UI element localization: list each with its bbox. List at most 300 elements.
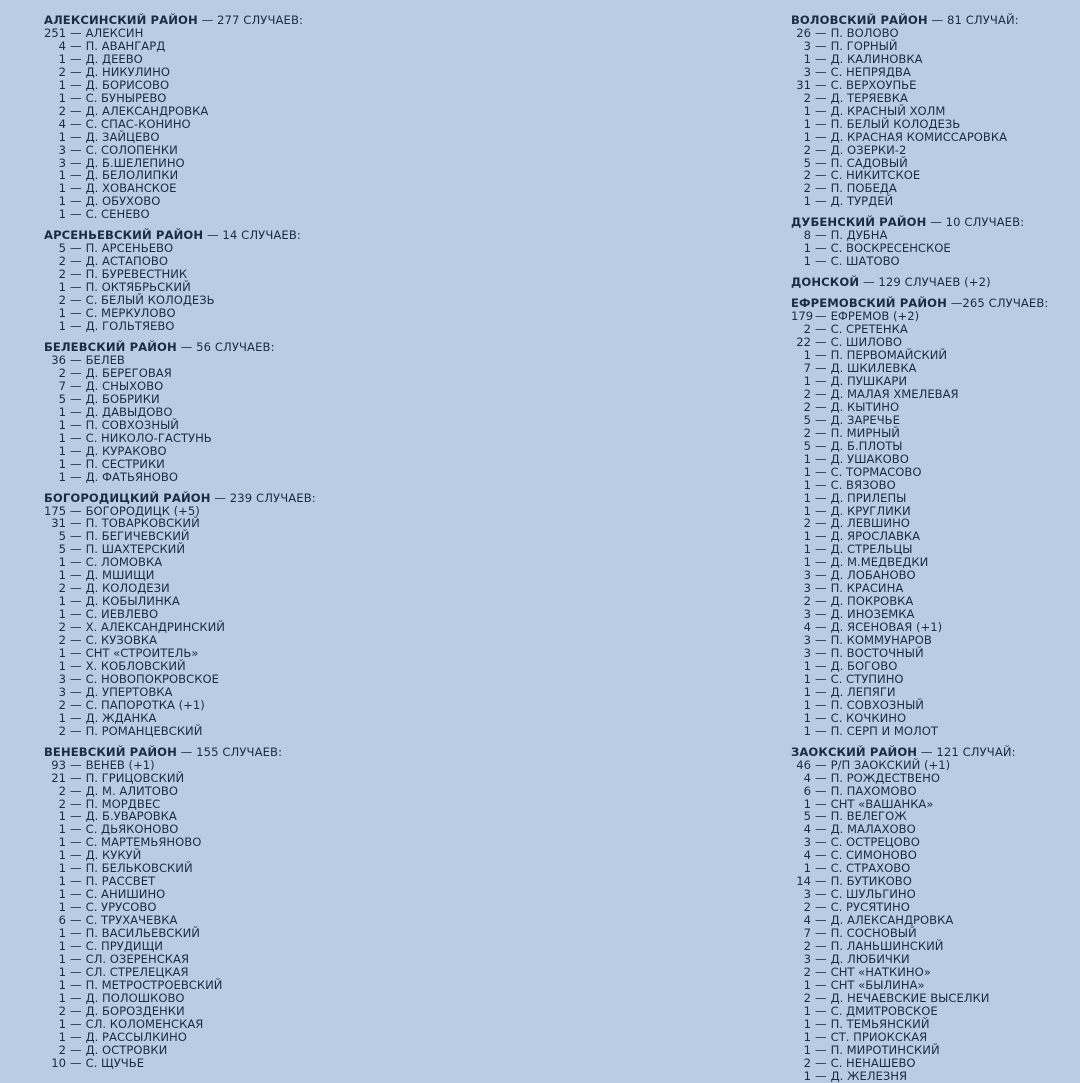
settlement-count: 1 <box>58 77 66 92</box>
settlement-name: Д. АЛЕКСАНДРОВКА <box>830 913 954 928</box>
settlement-count: 1 <box>58 710 66 725</box>
dash-separator: — <box>70 809 82 824</box>
settlement-count: 2 <box>58 64 66 79</box>
settlement-count: 26 <box>796 26 811 40</box>
settlement-count: 251 <box>44 26 67 40</box>
settlement-count: 3 <box>803 645 811 660</box>
settlement-count: 1 <box>803 796 811 811</box>
settlement-name: Х. КОБЛОВСКИЙ <box>85 658 186 673</box>
settlement-name: Д. УШАКОВО <box>830 451 909 466</box>
settlement-name: Д. ЛОБАНОВО <box>830 568 916 583</box>
settlement-name: С. СРЕТЕНКА <box>830 322 908 337</box>
settlement-name: Д. ОЗЕРКИ-2 <box>830 142 907 157</box>
settlement-name: П. РАССВЕТ <box>85 874 156 889</box>
dash-separator: — <box>815 913 827 928</box>
settlement-row <box>44 660 484 673</box>
dash-separator: — <box>815 710 827 725</box>
settlement-name: П. ОКТЯБРЬСКИЙ <box>85 280 191 295</box>
settlement-count: 3 <box>803 38 811 53</box>
settlement-name: П. МОРДВЕС <box>85 796 161 811</box>
dash-separator: — <box>70 723 82 738</box>
settlement-count: 2 <box>58 293 66 308</box>
settlement-count: 3 <box>58 684 66 699</box>
settlement-row <box>44 940 484 953</box>
settlement-name: П. КРАСИНА <box>830 581 904 596</box>
settlement-row <box>791 1018 1076 1031</box>
settlement-count: 1 <box>803 697 811 712</box>
settlement-row <box>791 53 1076 66</box>
dash-separator: — <box>815 796 827 811</box>
dash-separator: — <box>815 503 827 518</box>
dash-separator: — <box>70 417 82 432</box>
settlement-name: П. ДУБНА <box>830 228 888 243</box>
dash-separator: — <box>815 1029 827 1044</box>
settlement-count: 1 <box>803 241 811 256</box>
settlement-row <box>791 772 1076 785</box>
dash-separator: — <box>815 542 827 557</box>
settlement-row <box>791 66 1076 79</box>
settlement-count: 1 <box>58 990 66 1005</box>
settlement-name: Д. ЖЕЛЕЗНЯ <box>830 1068 908 1083</box>
settlement-name: БЕЛЕВ <box>85 352 125 367</box>
dash-separator: — <box>70 142 82 157</box>
dash-separator: — <box>70 964 82 979</box>
settlement-count: 1 <box>803 129 811 144</box>
settlement-row <box>791 92 1076 105</box>
district-name: БОГОРОДИЦКИЙ РАЙОН <box>44 490 211 505</box>
settlement-row <box>44 1031 484 1044</box>
settlement-count: 1 <box>803 348 811 363</box>
dash-separator: — <box>70 1029 82 1044</box>
dash-separator: — <box>815 1068 827 1083</box>
settlement-count: 1 <box>58 645 66 660</box>
settlement-count: 1 <box>58 443 66 458</box>
settlement-count: 1 <box>58 900 66 915</box>
dash-separator: — <box>70 1016 82 1031</box>
settlement-count: 2 <box>803 990 811 1005</box>
settlement-count: 1 <box>58 926 66 941</box>
dash-separator: — <box>815 181 827 196</box>
dash-separator: — <box>815 361 827 376</box>
dash-separator: — <box>70 796 82 811</box>
settlement-name: ВЕНЕВ (+1) <box>85 757 155 772</box>
settlement-row <box>44 367 484 380</box>
dash-separator: — <box>70 469 82 484</box>
district-name: ЕФРЕМОВСКИЙ РАЙОН <box>791 296 947 311</box>
settlement-name: Р/П ЗАОКСКИЙ (+1) <box>830 757 951 772</box>
settlement-name: С. ДЬЯКОНОВО <box>85 822 179 837</box>
dash-separator: — <box>815 51 827 66</box>
settlement-count: 3 <box>803 887 811 902</box>
dash-separator: — <box>70 181 82 196</box>
district-name: ЗАОКСКИЙ РАЙОН <box>791 744 918 759</box>
settlement-count: 2 <box>803 90 811 105</box>
district-name: АЛЕКСИНСКИЙ РАЙОН <box>44 13 198 27</box>
settlement-name: П. СОВХОЗНЫЙ <box>830 697 924 712</box>
dash-separator: — <box>815 194 827 209</box>
settlement-name: С. РУСЯТИНО <box>830 900 910 915</box>
settlement-name: П. КОММУНАРОВ <box>830 633 932 648</box>
settlement-count: 1 <box>58 404 66 419</box>
settlement-count: 1 <box>58 1029 66 1044</box>
settlement-count: 2 <box>803 181 811 196</box>
dash-separator: — <box>815 90 827 105</box>
settlement-count: 1 <box>58 658 66 673</box>
settlement-row <box>44 118 484 131</box>
settlement-name: СЛ. ОЗЕРЕНСКАЯ <box>85 951 190 966</box>
dash-separator: — <box>815 26 827 40</box>
settlement-count: 31 <box>51 516 66 531</box>
dash-separator: — <box>815 964 827 979</box>
settlement-row <box>44 320 484 333</box>
dash-separator: — <box>70 155 82 170</box>
settlement-name: Д. НЕЧАЕВСКИЕ ВЫСЕЛКИ <box>830 990 990 1005</box>
settlement-name: П. ВОЛОВО <box>830 26 899 40</box>
settlement-row <box>44 712 484 725</box>
settlement-name: П. СЕСТРИКИ <box>85 456 165 471</box>
settlement-name: П. СОСНОВЫЙ <box>830 926 917 941</box>
dash-separator: — <box>815 129 827 144</box>
settlement-count: 1 <box>803 529 811 544</box>
settlement-count: 1 <box>58 306 66 321</box>
settlement-row <box>44 92 484 105</box>
dash-separator: — <box>815 633 827 648</box>
district-title <box>791 276 1076 289</box>
dash-separator: — <box>70 404 82 419</box>
settlement-count: 1 <box>58 168 66 183</box>
settlement-row <box>791 466 1076 479</box>
dash-separator: — <box>70 926 82 941</box>
settlement-name: С. ШАТОВО <box>830 254 900 269</box>
dash-separator: — <box>70 168 82 183</box>
settlement-row <box>44 759 484 772</box>
settlement-count: 2 <box>58 365 66 380</box>
dash-separator: — <box>70 835 82 850</box>
settlement-count: 1 <box>803 542 811 557</box>
dash-separator: — <box>70 607 82 622</box>
dash-separator: — <box>70 116 82 131</box>
dash-separator: — <box>70 645 82 660</box>
settlement-name: П. СОВХОЗНЫЙ <box>85 417 179 432</box>
settlement-name: С. ОСТРЕЦОВО <box>830 835 920 850</box>
settlement-row <box>791 953 1076 966</box>
settlement-count: 1 <box>803 464 811 479</box>
settlement-count: 1 <box>58 822 66 837</box>
settlement-row <box>791 388 1076 401</box>
settlement-name: С. НИКОЛО-ГАСТУНЬ <box>85 430 212 445</box>
settlement-row <box>44 458 484 471</box>
settlement-count: 1 <box>803 1068 811 1083</box>
settlement-name: Д. ДАВЫДОВО <box>85 404 173 419</box>
settlement-name: Д. КУРАКОВО <box>85 443 167 458</box>
settlement-row <box>791 401 1076 414</box>
district-name: ДОНСКОЙ <box>791 275 860 290</box>
settlement-name: П. МИРОТИНСКИЙ <box>830 1042 940 1057</box>
settlement-count: 1 <box>58 430 66 445</box>
settlement-count: 1 <box>58 207 66 222</box>
settlement-name: Д. СНЫХОВО <box>85 378 164 393</box>
dash-separator: — <box>815 809 827 824</box>
settlement-row <box>44 966 484 979</box>
settlement-count: 175 <box>44 503 67 518</box>
settlement-row <box>791 1057 1076 1070</box>
dash-separator: — <box>815 228 827 243</box>
settlement-name: С. СОЛОПЕНКИ <box>85 142 178 157</box>
dash-separator: — <box>815 103 827 118</box>
dash-separator: — <box>815 835 827 850</box>
right-column <box>791 14 1076 1082</box>
dash-separator: — <box>70 887 82 902</box>
settlement-row <box>44 673 484 686</box>
settlement-name: П. ВЕЛЕГОЖ <box>830 809 907 824</box>
settlement-name: П. ВАСИЛЬЕВСКИЙ <box>85 926 200 941</box>
settlement-name: Д. МАЛАЯ ХМЕЛЕВАЯ <box>830 386 959 401</box>
settlement-count: 3 <box>803 64 811 79</box>
dash-separator: — <box>70 319 82 334</box>
dash-separator: — <box>70 103 82 118</box>
settlement-name: П. БЕЛЫЙ КОЛОДЕЗЬ <box>830 116 961 131</box>
settlement-count: 7 <box>58 378 66 393</box>
settlement-row <box>791 427 1076 440</box>
settlement-count: 93 <box>51 757 66 772</box>
settlement-name: П. РОЖДЕСТВЕНО <box>830 770 940 785</box>
settlement-count: 1 <box>58 977 66 992</box>
district-count: — 81 СЛУЧАЙ: <box>931 13 1019 27</box>
settlement-count: 2 <box>803 939 811 953</box>
settlement-row <box>791 453 1076 466</box>
settlement-name: С. СЕНЕВО <box>85 207 150 222</box>
settlement-count: 2 <box>803 516 811 531</box>
settlement-count: 2 <box>58 620 66 635</box>
dash-separator: — <box>70 129 82 144</box>
settlement-name: С. БЕЛЫЙ КОЛОДЕЗЬ <box>85 293 215 308</box>
dash-separator: — <box>815 1042 827 1057</box>
settlement-name: АЛЕКСИН <box>85 26 144 40</box>
settlement-name: Д. СТРЕЛЬЦЫ <box>830 542 913 557</box>
settlement-name: П. АРСЕНЬЕВО <box>85 241 174 256</box>
district-title <box>44 492 484 505</box>
settlement-row <box>44 105 484 118</box>
settlement-row <box>791 375 1076 388</box>
settlement-name: П. БУТИКОВО <box>830 874 912 889</box>
settlement-name: П. ПОБЕДА <box>830 181 897 196</box>
settlement-name: Д. МШИЩИ <box>85 568 155 583</box>
settlement-row <box>44 131 484 144</box>
settlement-count: 1 <box>58 568 66 583</box>
settlement-name: Д. КОБЫЛИНКА <box>85 594 180 609</box>
settlement-count: 3 <box>58 142 66 157</box>
settlement-name: СНТ «НАТКИНО» <box>830 964 931 979</box>
settlement-count: 1 <box>58 456 66 471</box>
dash-separator: — <box>815 38 827 53</box>
settlement-name: СЛ. СТРЕЛЕЦКАЯ <box>85 964 189 979</box>
settlement-name: Д. ТЕРЯЕВКА <box>830 90 908 105</box>
settlement-count: 1 <box>58 861 66 876</box>
settlement-count: 3 <box>803 607 811 622</box>
settlement-row <box>791 118 1076 131</box>
dash-separator: — <box>70 529 82 544</box>
settlement-name: Д. ЛЕВШИНО <box>830 516 910 531</box>
settlement-row <box>44 432 484 445</box>
settlement-count: 4 <box>803 913 811 928</box>
dash-separator: — <box>815 555 827 570</box>
dash-separator: — <box>70 757 82 772</box>
settlement-name: СЛ. КОЛОМЕНСКАЯ <box>85 1016 204 1031</box>
dash-separator: — <box>70 990 82 1005</box>
settlement-count: 1 <box>803 671 811 686</box>
settlement-count: 1 <box>58 51 66 66</box>
dash-separator: — <box>70 542 82 557</box>
settlement-row <box>791 647 1076 660</box>
settlement-row <box>44 144 484 157</box>
settlement-row <box>44 1057 484 1070</box>
dash-separator: — <box>70 1055 82 1070</box>
settlement-row <box>44 27 484 40</box>
dash-separator: — <box>815 783 827 798</box>
settlement-count: 1 <box>803 116 811 131</box>
dash-separator: — <box>815 887 827 902</box>
settlement-row <box>791 440 1076 453</box>
settlement-name: Д. М. АЛИТОВО <box>85 783 179 798</box>
settlement-count: 1 <box>58 280 66 295</box>
settlement-row <box>44 1044 484 1057</box>
dash-separator: — <box>815 516 827 531</box>
dash-separator: — <box>70 951 82 966</box>
dash-separator: — <box>70 1042 82 1057</box>
left-column <box>44 14 484 1070</box>
dash-separator: — <box>70 710 82 725</box>
dash-separator: — <box>70 1003 82 1018</box>
settlement-name: Д. АЛЕКСАНДРОВКА <box>85 103 209 118</box>
district-section <box>44 229 484 333</box>
settlement-name: СНТ «БЫЛИНА» <box>830 977 925 992</box>
settlement-name: С. ВОСКРЕСЕНСКОЕ <box>830 241 951 256</box>
settlement-count: 1 <box>803 194 811 209</box>
settlement-row <box>791 699 1076 712</box>
settlement-count: 2 <box>58 1003 66 1018</box>
settlement-name: П. БЕЛЬКОВСКИЙ <box>85 861 193 876</box>
settlement-count: 6 <box>58 913 66 928</box>
settlement-count: 1 <box>803 490 811 505</box>
settlement-count: 2 <box>58 697 66 712</box>
settlement-count: 1 <box>58 194 66 209</box>
dash-separator: — <box>815 322 827 337</box>
settlement-name: С. ЛОМОВКА <box>85 555 163 570</box>
settlement-name: С. СТУПИНО <box>830 671 904 686</box>
dash-separator: — <box>70 822 82 837</box>
settlement-count: 1 <box>58 417 66 432</box>
settlement-name: С. ВЕРХОУПЬЕ <box>830 77 917 92</box>
district-section <box>791 216 1076 268</box>
settlement-count: 2 <box>803 322 811 337</box>
dash-separator: — <box>815 464 827 479</box>
settlement-name: Д. НИКУЛИНО <box>85 64 170 79</box>
settlement-row <box>44 1018 484 1031</box>
settlement-count: 1 <box>803 555 811 570</box>
settlement-name: Д. ОСТРОВКИ <box>85 1042 168 1057</box>
district-title <box>791 746 1076 759</box>
dash-separator: — <box>70 516 82 531</box>
settlement-name: П. СЕРП И МОЛОТ <box>830 723 938 738</box>
settlement-count: 2 <box>58 103 66 118</box>
settlement-row <box>791 1044 1076 1057</box>
dash-separator: — <box>70 977 82 992</box>
settlement-name: Д. ЛЮБИЧКИ <box>830 951 910 966</box>
dash-separator: — <box>70 671 82 686</box>
settlement-row <box>44 380 484 393</box>
settlement-name: П. ГРИЦОВСКИЙ <box>85 770 185 785</box>
settlement-row <box>44 772 484 785</box>
settlement-name: Д. Б.ПЛОТЫ <box>830 438 903 453</box>
settlement-name: С. КУЗОВКА <box>85 633 158 648</box>
settlement-count: 1 <box>58 607 66 622</box>
district-section <box>44 341 484 484</box>
dash-separator: — <box>815 939 827 953</box>
settlement-name: Д. ПОЛОШКОВО <box>85 990 185 1005</box>
dash-separator: — <box>815 373 827 388</box>
dash-separator: — <box>70 697 82 712</box>
settlement-count: 1 <box>803 723 811 738</box>
settlement-name: П. АВАНГАРД <box>85 38 166 53</box>
settlement-name: Д. ЗАРЕЧЬЕ <box>830 412 900 427</box>
settlement-row <box>791 27 1076 40</box>
dash-separator: — <box>815 142 827 157</box>
dash-separator: — <box>815 241 827 256</box>
dash-separator: — <box>70 207 82 222</box>
settlement-name: БОГОРОДИЦК (+5) <box>85 503 200 518</box>
dash-separator: — <box>815 425 827 440</box>
settlement-count: 5 <box>803 438 811 453</box>
settlement-name: П. ТЕМЬЯНСКИЙ <box>830 1016 930 1031</box>
dash-separator: — <box>70 77 82 92</box>
settlement-count: 5 <box>58 241 66 256</box>
dash-separator: — <box>815 822 827 837</box>
settlement-name: Д. ДЕЕВО <box>85 51 143 66</box>
dash-separator: — <box>70 783 82 798</box>
settlement-name: С. ИЕВЛЕВО <box>85 607 159 622</box>
settlement-row <box>791 1005 1076 1018</box>
dash-separator: — <box>815 116 827 131</box>
district-section <box>791 297 1076 737</box>
settlement-row <box>791 785 1076 798</box>
settlement-count: 5 <box>803 155 811 170</box>
settlement-count: 2 <box>803 399 811 414</box>
settlement-row <box>791 1070 1076 1083</box>
dash-separator: — <box>815 309 827 324</box>
settlement-count: 2 <box>803 900 811 915</box>
district-count: — 155 СЛУЧАЕВ: <box>180 744 283 759</box>
settlement-count: 1 <box>803 1029 811 1044</box>
settlement-count: 2 <box>803 142 811 157</box>
settlement-count: 1 <box>803 1016 811 1031</box>
district-section <box>791 746 1076 1083</box>
district-section <box>44 746 484 1070</box>
dash-separator: — <box>70 194 82 209</box>
settlement-row <box>791 759 1076 772</box>
settlement-count: 3 <box>803 633 811 648</box>
dash-separator: — <box>815 412 827 427</box>
settlement-name: Д. БОРИСОВО <box>85 77 170 92</box>
settlement-name: Д. ЛЕПЯГИ <box>830 684 896 699</box>
settlement-count: 21 <box>51 770 66 785</box>
settlement-row <box>44 66 484 79</box>
district-section <box>791 14 1076 208</box>
settlement-count: 2 <box>58 783 66 798</box>
settlement-count: 2 <box>58 723 66 738</box>
dash-separator: — <box>70 861 82 876</box>
settlement-name: П. САДОВЫЙ <box>830 155 908 170</box>
dash-separator: — <box>815 757 827 772</box>
